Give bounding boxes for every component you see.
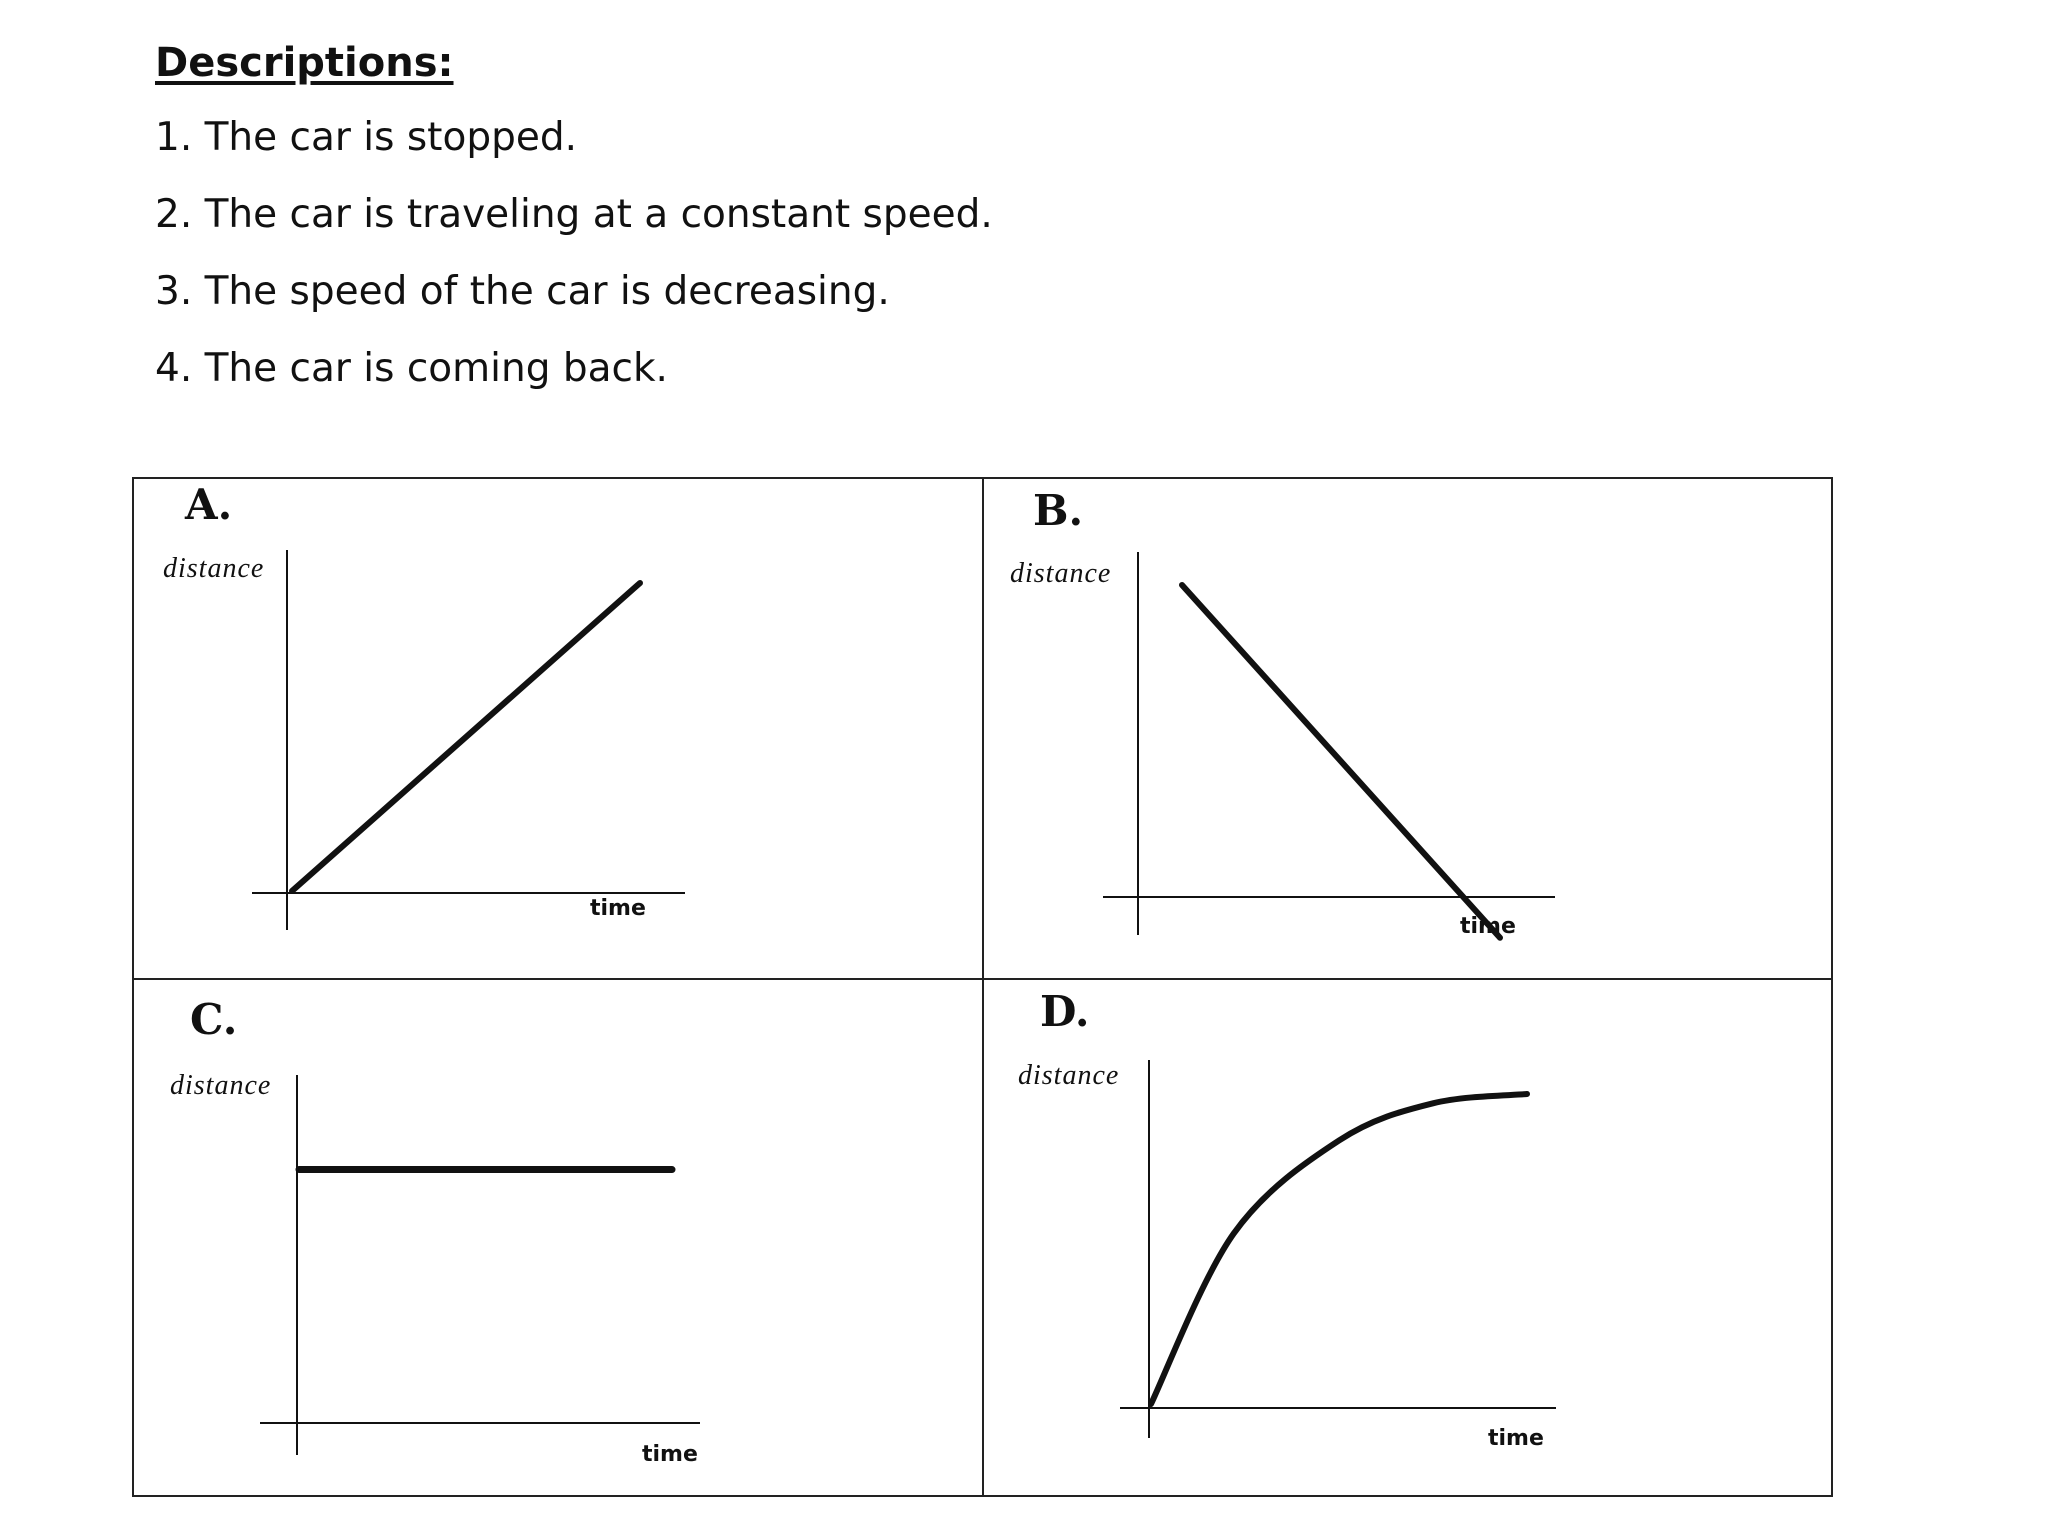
panel-d-data-line	[1151, 1094, 1527, 1404]
description-item-2: 2. The car is traveling at a constant speed.	[155, 192, 993, 237]
panel-b-data-line	[1182, 585, 1500, 938]
description-item-4: 4. The car is coming back.	[155, 346, 668, 391]
panel-b-letter: B.	[1033, 486, 1084, 535]
panel-b-ylabel: distance	[1010, 558, 1112, 589]
panel-b-xlabel: time	[1460, 914, 1516, 939]
panel-d-xlabel: time	[1488, 1426, 1544, 1451]
panel-d-ylabel: distance	[1018, 1060, 1120, 1091]
description-item-3: 3. The speed of the car is decreasing.	[155, 269, 890, 314]
description-item-1: 1. The car is stopped.	[155, 115, 577, 160]
panel-a-ylabel: distance	[163, 553, 265, 584]
panel-a-xlabel: time	[590, 896, 646, 921]
panel-c-xlabel: time	[642, 1442, 698, 1467]
panel-c-letter: C.	[190, 995, 238, 1044]
panel-c-ylabel: distance	[170, 1070, 272, 1101]
panel-a-data-line	[292, 583, 640, 891]
panel-a-letter: A.	[185, 480, 233, 529]
panel-d-letter: D.	[1040, 987, 1090, 1036]
descriptions-heading: Descriptions:	[155, 40, 454, 86]
